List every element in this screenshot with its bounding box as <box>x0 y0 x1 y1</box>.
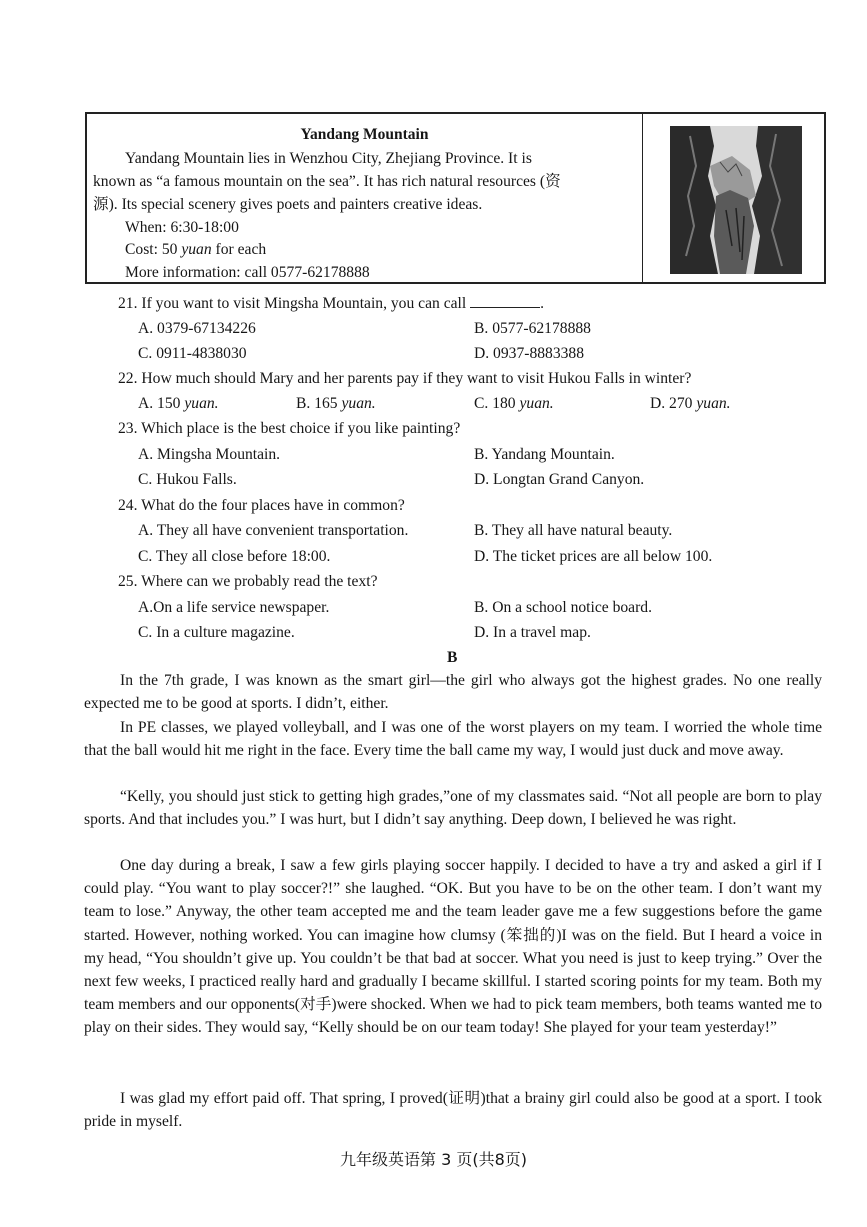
question-23: 23. Which place is the best choice if you like painting? <box>118 420 461 437</box>
section-heading: B <box>447 649 458 666</box>
question-21-stem: 21. If you want to visit Mingsha Mountain, you can call <box>118 295 467 312</box>
paragraph-text: In the 7th grade, I was known as the smart girl—the girl who always got the highest grades. No one really expected me to be good at sports. I didn’t, either. <box>84 672 822 713</box>
q22-option-d[interactable] <box>650 392 731 415</box>
yandang-info-box <box>85 112 826 284</box>
passage-paragraph-2 <box>84 716 822 762</box>
q24-option-d[interactable]: D. The ticket prices are all below 100. <box>474 548 713 565</box>
question-25: 25. Where can we probably read the text? <box>118 573 378 590</box>
passage-paragraph-5 <box>84 1087 822 1133</box>
q24-option-c[interactable]: C. They all close before 18:00. <box>138 548 331 565</box>
box-more-info: More information: call 0577-62178888 <box>125 264 370 281</box>
box-when: When: 6:30-18:00 <box>125 219 239 236</box>
box-desc-line-3: 源). Its special scenery gives poets and painters creative ideas. <box>93 196 483 213</box>
paragraph-text: “Kelly, you should just stick to getting high grades,”one of my classmates said. “Not all people are born to play sports. And that includes you.” I was hurt, but I didn’t say anything. Deep down, I believed he was right. <box>84 788 822 829</box>
q23-option-a[interactable]: A. Mingsha Mountain. <box>138 446 281 463</box>
q23-option-b[interactable]: B. Yandang Mountain. <box>474 446 615 463</box>
q24-option-b[interactable]: B. They all have natural beauty. <box>474 522 673 539</box>
box-cost <box>125 238 266 261</box>
paragraph-text: In PE classes, we played volleyball, and I was one of the worst players on my team. I worried the whole time that the ball would hit me right in the face. Every time the ball came my way, I would just duck and move away. <box>84 719 822 760</box>
q23-option-c[interactable]: C. Hukou Falls. <box>138 471 237 488</box>
q22-option-c[interactable] <box>474 392 554 415</box>
q21-option-b[interactable]: B. 0577-62178888 <box>474 320 591 337</box>
box-cost-prefix: Cost: 50 <box>125 241 182 258</box>
q22-option-c-value: C. 180 <box>474 395 516 412</box>
q22-option-a[interactable] <box>138 392 219 415</box>
q22-unit: yuan. <box>184 395 219 412</box>
answer-blank[interactable] <box>470 292 540 308</box>
box-title: Yandang Mountain <box>300 126 429 143</box>
q22-option-d-value: D. 270 <box>650 395 693 412</box>
q22-option-a-value: A. 150 <box>138 395 181 412</box>
q25-option-a[interactable]: A.On a life service newspaper. <box>138 599 330 616</box>
box-cost-suffix: for each <box>211 241 267 258</box>
page-footer: 九年级英语第 3 页(共8页) <box>339 1150 528 1169</box>
q22-unit: yuan. <box>519 395 554 412</box>
passage-paragraph-1 <box>84 669 822 715</box>
passage-paragraph-4 <box>84 854 822 1040</box>
box-desc-line-2: known as “a famous mountain on the sea”. It has rich natural resources (资 <box>93 173 561 190</box>
q24-option-a[interactable]: A. They all have convenient transportation. <box>138 522 409 539</box>
question-24: 24. What do the four places have in common? <box>118 497 405 514</box>
q22-unit: yuan. <box>341 395 376 412</box>
q21-option-a[interactable]: A. 0379-67134226 <box>138 320 256 337</box>
mountain-photo-icon <box>670 126 802 274</box>
box-divider <box>642 114 643 282</box>
question-21-stem-end: . <box>540 295 545 312</box>
q21-option-d[interactable]: D. 0937-8883388 <box>474 345 585 362</box>
box-desc-line-1: Yandang Mountain lies in Wenzhou City, Zhejiang Province. It is <box>125 150 532 167</box>
q25-option-d[interactable]: D. In a travel map. <box>474 624 591 641</box>
paragraph-text: I was glad my effort paid off. That spring, I proved(证明)that a brainy girl could also be good at a sport. I took pride in myself. <box>84 1090 822 1131</box>
q25-option-c[interactable]: C. In a culture magazine. <box>138 624 295 641</box>
box-cost-unit: yuan <box>181 241 212 258</box>
q22-unit: yuan. <box>696 395 731 412</box>
q21-option-c[interactable]: C. 0911-4838030 <box>138 345 247 362</box>
q23-option-d[interactable]: D. Longtan Grand Canyon. <box>474 471 645 488</box>
paragraph-text: One day during a break, I saw a few girls playing soccer happily. I decided to have a try and asked a girl if I could play. “You want to play soccer?!” she laughed. “OK. But you have to be on the other team. I don’t want my team to lose.” Anyway, the other team accepted me and the team leader gave me a few suggestions before the game started. However, nothing worked. You can imagine how clumsy (笨拙的)I was on the field. But I heard a voice in my head, “You shouldn’t give up. You couldn’t be that bad at soccer. What you need is just to keep trying.” Over the next few weeks, I practiced really hard and gradually I became skillful. I started scoring points for my team. Both my team members and our opponents(对手)were shocked. When we had to pick team members, both teams wanted me to play on their sides. They would say, “Kelly should be on our team today! She played for your team yesterday!” <box>84 857 822 1037</box>
passage-paragraph-3 <box>84 785 822 831</box>
question-22: 22. How much should Mary and her parents pay if they want to visit Hukou Falls in winter? <box>118 370 692 387</box>
q22-option-b-value: B. 165 <box>296 395 338 412</box>
q25-option-b[interactable]: B. On a school notice board. <box>474 599 652 616</box>
question-21 <box>118 292 544 315</box>
q22-option-b[interactable] <box>296 392 376 415</box>
